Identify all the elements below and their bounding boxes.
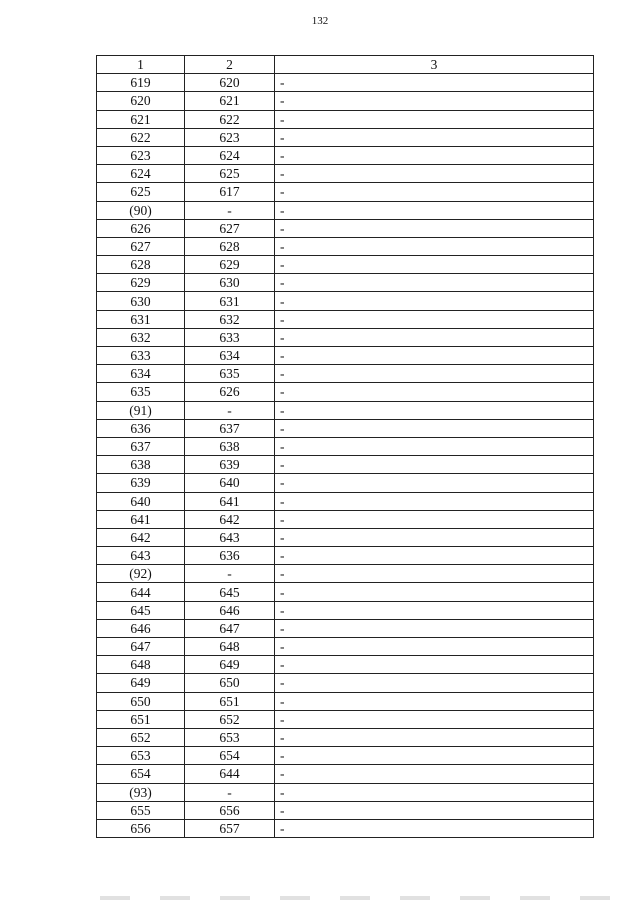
- table-cell-col-1: 625: [97, 183, 185, 201]
- table-cell-col-2: 650: [185, 674, 275, 692]
- table-cell-col-2: 623: [185, 128, 275, 146]
- table-cell-col-1: 643: [97, 547, 185, 565]
- table-cell-col-3: -: [275, 710, 594, 728]
- table-cell-col-2: 657: [185, 819, 275, 837]
- table-cell-col-2: 646: [185, 601, 275, 619]
- table-cell-col-3: -: [275, 74, 594, 92]
- table-cell-col-3: -: [275, 365, 594, 383]
- data-table: [96, 55, 594, 838]
- table-cell-col-1: 631: [97, 310, 185, 328]
- table-cell-col-3: -: [275, 201, 594, 219]
- table-cell-col-3: -: [275, 619, 594, 637]
- table-cell-col-1: 652: [97, 728, 185, 746]
- table-cell-col-2: 626: [185, 383, 275, 401]
- table-row: [97, 783, 594, 801]
- table-cell-col-1: 622: [97, 128, 185, 146]
- table-cell-col-1: (93): [97, 783, 185, 801]
- table-cell-col-3: -: [275, 237, 594, 255]
- table-cell-col-2: 639: [185, 456, 275, 474]
- table-cell-col-1: 629: [97, 274, 185, 292]
- table-cell-col-1: 641: [97, 510, 185, 528]
- table-row: [97, 492, 594, 510]
- table-cell-col-3: -: [275, 601, 594, 619]
- table-cell-col-1: 627: [97, 237, 185, 255]
- table-cell-col-1: 651: [97, 710, 185, 728]
- table-cell-col-2: 636: [185, 547, 275, 565]
- table-cell-col-1: 626: [97, 219, 185, 237]
- table-cell-col-3: -: [275, 747, 594, 765]
- table-cell-col-1: 637: [97, 437, 185, 455]
- table-row: [97, 365, 594, 383]
- table-header-row: [97, 56, 594, 74]
- column-header-3: 3: [275, 56, 594, 74]
- table-body: [97, 74, 594, 838]
- table-cell-col-1: 635: [97, 383, 185, 401]
- table-cell-col-1: 620: [97, 92, 185, 110]
- column-header-2: 2: [185, 56, 275, 74]
- table-row: [97, 801, 594, 819]
- table-cell-col-1: 638: [97, 456, 185, 474]
- table-row: [97, 692, 594, 710]
- table-cell-col-1: 653: [97, 747, 185, 765]
- table-cell-col-1: (91): [97, 401, 185, 419]
- table-cell-col-2: 621: [185, 92, 275, 110]
- table-cell-col-3: -: [275, 328, 594, 346]
- table-cell-col-2: 648: [185, 638, 275, 656]
- table-row: [97, 510, 594, 528]
- table-cell-col-3: -: [275, 401, 594, 419]
- table-row: [97, 165, 594, 183]
- table-cell-col-3: -: [275, 165, 594, 183]
- table-row: [97, 619, 594, 637]
- table-row: [97, 347, 594, 365]
- table-cell-col-3: -: [275, 292, 594, 310]
- table-cell-col-2: 631: [185, 292, 275, 310]
- table-cell-col-2: 653: [185, 728, 275, 746]
- page-number: 132: [311, 15, 329, 27]
- table-cell-col-2: 656: [185, 801, 275, 819]
- table-row: [97, 328, 594, 346]
- table-cell-col-1: 636: [97, 419, 185, 437]
- table-cell-col-3: -: [275, 638, 594, 656]
- table-row: [97, 256, 594, 274]
- table-cell-col-2: 645: [185, 583, 275, 601]
- table-row: [97, 528, 594, 546]
- table-row: [97, 219, 594, 237]
- table-cell-col-3: -: [275, 474, 594, 492]
- table-cell-col-1: 630: [97, 292, 185, 310]
- table-cell-col-1: 649: [97, 674, 185, 692]
- table-row: [97, 92, 594, 110]
- table-cell-col-2: 637: [185, 419, 275, 437]
- table-row: [97, 765, 594, 783]
- table-cell-col-2: 630: [185, 274, 275, 292]
- table-cell-col-1: 648: [97, 656, 185, 674]
- table-cell-col-1: 656: [97, 819, 185, 837]
- table-cell-col-2: 632: [185, 310, 275, 328]
- table-cell-col-3: -: [275, 183, 594, 201]
- table-cell-col-3: -: [275, 128, 594, 146]
- table-cell-col-1: 624: [97, 165, 185, 183]
- table-cell-col-2: 625: [185, 165, 275, 183]
- table-cell-col-3: -: [275, 801, 594, 819]
- table-row: [97, 656, 594, 674]
- table-cell-col-2: 628: [185, 237, 275, 255]
- table-cell-col-2: 624: [185, 146, 275, 164]
- table-cell-col-2: 635: [185, 365, 275, 383]
- table-cell-col-1: 642: [97, 528, 185, 546]
- table-cell-col-1: 646: [97, 619, 185, 637]
- table-cell-col-3: -: [275, 110, 594, 128]
- table-cell-col-2: -: [185, 783, 275, 801]
- table-cell-col-1: 633: [97, 347, 185, 365]
- table-row: [97, 419, 594, 437]
- table-cell-col-3: -: [275, 146, 594, 164]
- table-cell-col-3: -: [275, 383, 594, 401]
- table-row: [97, 401, 594, 419]
- table-cell-col-1: 640: [97, 492, 185, 510]
- table-row: [97, 292, 594, 310]
- table-cell-col-1: 634: [97, 365, 185, 383]
- footer-scan-artifact: [100, 896, 620, 900]
- table-cell-col-2: 644: [185, 765, 275, 783]
- table-cell-col-2: 617: [185, 183, 275, 201]
- table-cell-col-2: -: [185, 565, 275, 583]
- table-row: [97, 547, 594, 565]
- table-cell-col-2: 629: [185, 256, 275, 274]
- table-cell-col-3: -: [275, 492, 594, 510]
- table-row: [97, 710, 594, 728]
- table-cell-col-3: -: [275, 565, 594, 583]
- table-cell-col-2: 654: [185, 747, 275, 765]
- table-cell-col-3: -: [275, 219, 594, 237]
- table-row: [97, 383, 594, 401]
- table-cell-col-2: 652: [185, 710, 275, 728]
- table-row: [97, 128, 594, 146]
- table-row: [97, 437, 594, 455]
- table-row: [97, 310, 594, 328]
- table-cell-col-2: 627: [185, 219, 275, 237]
- table-cell-col-1: 654: [97, 765, 185, 783]
- table-cell-col-1: 628: [97, 256, 185, 274]
- table-cell-col-2: 642: [185, 510, 275, 528]
- table-cell-col-2: 638: [185, 437, 275, 455]
- table-cell-col-2: 634: [185, 347, 275, 365]
- table-cell-col-3: -: [275, 510, 594, 528]
- table-cell-col-2: 647: [185, 619, 275, 637]
- table-cell-col-3: -: [275, 274, 594, 292]
- table-cell-col-2: 633: [185, 328, 275, 346]
- table-row: [97, 237, 594, 255]
- table-row: [97, 601, 594, 619]
- table-cell-col-3: -: [275, 783, 594, 801]
- table-row: [97, 819, 594, 837]
- table-cell-col-3: -: [275, 310, 594, 328]
- table-cell-col-1: 632: [97, 328, 185, 346]
- table-cell-col-3: -: [275, 583, 594, 601]
- table-cell-col-2: 641: [185, 492, 275, 510]
- table-cell-col-3: -: [275, 256, 594, 274]
- table-row: [97, 74, 594, 92]
- table-cell-col-3: -: [275, 656, 594, 674]
- table-cell-col-1: 644: [97, 583, 185, 601]
- table-cell-col-3: -: [275, 674, 594, 692]
- table-cell-col-1: 655: [97, 801, 185, 819]
- table-row: [97, 638, 594, 656]
- table-cell-col-1: (92): [97, 565, 185, 583]
- table-row: [97, 110, 594, 128]
- table-cell-col-2: 640: [185, 474, 275, 492]
- table-cell-col-1: (90): [97, 201, 185, 219]
- table-cell-col-3: -: [275, 419, 594, 437]
- table-row: [97, 747, 594, 765]
- table-cell-col-1: 619: [97, 74, 185, 92]
- table-cell-col-2: -: [185, 201, 275, 219]
- table-cell-col-3: -: [275, 765, 594, 783]
- table-cell-col-3: -: [275, 528, 594, 546]
- table-cell-col-1: 645: [97, 601, 185, 619]
- table-row: [97, 146, 594, 164]
- table-row: [97, 728, 594, 746]
- table-cell-col-1: 647: [97, 638, 185, 656]
- table-cell-col-1: 650: [97, 692, 185, 710]
- table-row: [97, 456, 594, 474]
- table-cell-col-1: 639: [97, 474, 185, 492]
- table-row: [97, 674, 594, 692]
- table-cell-col-2: 622: [185, 110, 275, 128]
- table-cell-col-2: 649: [185, 656, 275, 674]
- table-cell-col-2: 651: [185, 692, 275, 710]
- table-cell-col-2: 620: [185, 74, 275, 92]
- table-cell-col-3: -: [275, 819, 594, 837]
- table-cell-col-3: -: [275, 92, 594, 110]
- table-cell-col-3: -: [275, 347, 594, 365]
- table-row: [97, 474, 594, 492]
- table-cell-col-1: 623: [97, 146, 185, 164]
- table-cell-col-2: -: [185, 401, 275, 419]
- table-cell-col-3: -: [275, 547, 594, 565]
- table-cell-col-3: -: [275, 692, 594, 710]
- table-row: [97, 274, 594, 292]
- table-cell-col-2: 643: [185, 528, 275, 546]
- table-cell-col-3: -: [275, 437, 594, 455]
- table-row: [97, 201, 594, 219]
- table-cell-col-1: 621: [97, 110, 185, 128]
- table-cell-col-3: -: [275, 728, 594, 746]
- table-cell-col-3: -: [275, 456, 594, 474]
- table-row: [97, 565, 594, 583]
- column-header-1: 1: [97, 56, 185, 74]
- table-row: [97, 583, 594, 601]
- table-row: [97, 183, 594, 201]
